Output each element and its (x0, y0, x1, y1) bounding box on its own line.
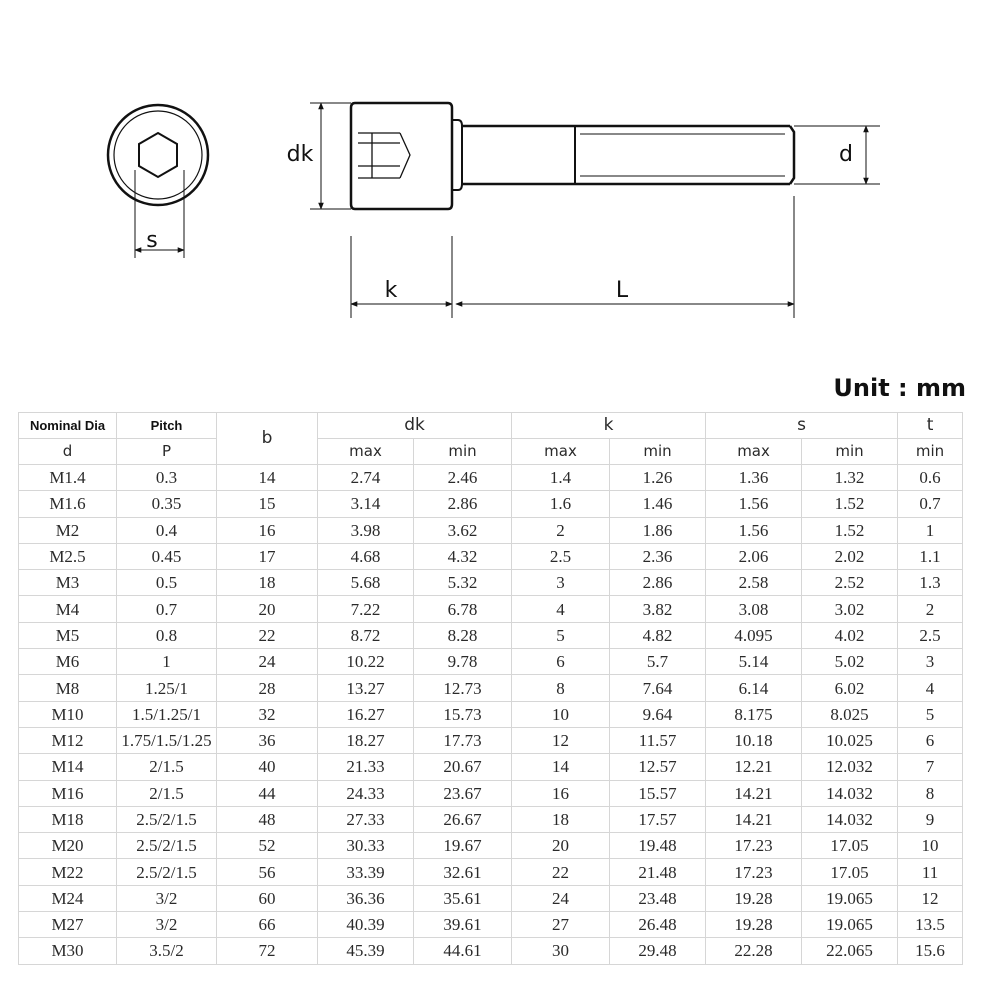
cell-k-max: 10 (512, 701, 610, 727)
cell-nominal-dia: M1.6 (19, 491, 117, 517)
cell-b: 14 (217, 465, 318, 491)
cell-k-max: 16 (512, 780, 610, 806)
table-row (19, 517, 963, 543)
cell-nominal-dia: M18 (19, 806, 117, 832)
cell-b: 16 (217, 517, 318, 543)
cell-t-min: 15.6 (898, 938, 963, 964)
cell-nominal-dia: M30 (19, 938, 117, 964)
table-row (19, 885, 963, 911)
cell-s-min: 1.52 (802, 491, 898, 517)
cell-t-min: 5 (898, 701, 963, 727)
cell-nominal-dia: M5 (19, 622, 117, 648)
cell-b: 66 (217, 912, 318, 938)
table-row (19, 938, 963, 964)
screw-side-view (351, 103, 794, 209)
cell-t-min: 10 (898, 833, 963, 859)
cell-k-max: 4 (512, 596, 610, 622)
cell-nominal-dia: M27 (19, 912, 117, 938)
table-row (19, 622, 963, 648)
cell-dk-min: 9.78 (414, 649, 512, 675)
cell-nominal-dia: M12 (19, 727, 117, 753)
cell-k-max: 14 (512, 754, 610, 780)
table-row (19, 543, 963, 569)
cell-k-max: 2 (512, 517, 610, 543)
cell-t-min: 0.6 (898, 465, 963, 491)
cell-s-max: 1.56 (706, 491, 802, 517)
cell-pitch: 1.75/1.5/1.25 (117, 727, 217, 753)
cell-dk-max: 27.33 (318, 806, 414, 832)
cell-t-min: 4 (898, 675, 963, 701)
table-row (19, 780, 963, 806)
table-row (19, 649, 963, 675)
unit-label: Unit : mm (833, 374, 966, 402)
cell-t-min: 11 (898, 859, 963, 885)
cell-nominal-dia: M24 (19, 885, 117, 911)
cell-pitch: 3/2 (117, 912, 217, 938)
cell-t-min: 1.3 (898, 570, 963, 596)
k-dimension-label: k (384, 278, 398, 303)
cell-dk-max: 24.33 (318, 780, 414, 806)
cell-k-max: 22 (512, 859, 610, 885)
cell-s-min: 6.02 (802, 675, 898, 701)
cell-pitch: 2/1.5 (117, 754, 217, 780)
cell-b: 72 (217, 938, 318, 964)
cell-t-min: 0.7 (898, 491, 963, 517)
cell-t-min: 6 (898, 727, 963, 753)
cell-t-min: 3 (898, 649, 963, 675)
cell-k-min: 1.46 (610, 491, 706, 517)
cell-s-max: 5.14 (706, 649, 802, 675)
cell-dk-min: 17.73 (414, 727, 512, 753)
cell-k-min: 3.82 (610, 596, 706, 622)
cell-k-min: 11.57 (610, 727, 706, 753)
cell-dk-min: 20.67 (414, 754, 512, 780)
cell-b: 28 (217, 675, 318, 701)
cell-t-min: 12 (898, 885, 963, 911)
cell-dk-max: 16.27 (318, 701, 414, 727)
cell-dk-max: 8.72 (318, 622, 414, 648)
cell-dk-max: 18.27 (318, 727, 414, 753)
cell-s-max: 3.08 (706, 596, 802, 622)
cell-k-max: 1.4 (512, 465, 610, 491)
cell-s-min: 17.05 (802, 833, 898, 859)
cell-b: 15 (217, 491, 318, 517)
cell-nominal-dia: M14 (19, 754, 117, 780)
cell-dk-min: 26.67 (414, 806, 512, 832)
cell-dk-max: 13.27 (318, 675, 414, 701)
cell-dk-max: 3.98 (318, 517, 414, 543)
table-body (19, 465, 963, 965)
cell-dk-max: 4.68 (318, 543, 414, 569)
cell-nominal-dia: M2 (19, 517, 117, 543)
head-end-view (108, 105, 208, 258)
cell-b: 52 (217, 833, 318, 859)
cell-k-min: 26.48 (610, 912, 706, 938)
cell-dk-max: 2.74 (318, 465, 414, 491)
cell-k-min: 1.86 (610, 517, 706, 543)
cell-pitch: 0.35 (117, 491, 217, 517)
cell-s-min: 3.02 (802, 596, 898, 622)
cell-dk-min: 39.61 (414, 912, 512, 938)
header-dk-min: min (414, 439, 512, 465)
cell-s-min: 1.32 (802, 465, 898, 491)
cell-s-max: 14.21 (706, 780, 802, 806)
cell-k-max: 3 (512, 570, 610, 596)
cell-s-max: 14.21 (706, 806, 802, 832)
cell-k-min: 17.57 (610, 806, 706, 832)
cell-dk-min: 23.67 (414, 780, 512, 806)
table-row (19, 754, 963, 780)
cell-dk-max: 10.22 (318, 649, 414, 675)
cell-t-min: 1.1 (898, 543, 963, 569)
cell-nominal-dia: M1.4 (19, 465, 117, 491)
cell-t-min: 8 (898, 780, 963, 806)
cell-pitch: 1.25/1 (117, 675, 217, 701)
table-row (19, 727, 963, 753)
cell-s-max: 2.58 (706, 570, 802, 596)
screw-technical-drawing (0, 0, 1000, 340)
cell-dk-max: 40.39 (318, 912, 414, 938)
s-dimension-label: s (146, 228, 158, 253)
cell-pitch: 3.5/2 (117, 938, 217, 964)
cell-dk-min: 8.28 (414, 622, 512, 648)
cell-t-min: 7 (898, 754, 963, 780)
cell-pitch: 0.8 (117, 622, 217, 648)
cell-nominal-dia: M8 (19, 675, 117, 701)
cell-dk-max: 5.68 (318, 570, 414, 596)
cell-t-min: 2.5 (898, 622, 963, 648)
cell-b: 20 (217, 596, 318, 622)
cell-k-min: 7.64 (610, 675, 706, 701)
cell-dk-max: 45.39 (318, 938, 414, 964)
header-s-max: max (706, 439, 802, 465)
cell-k-min: 15.57 (610, 780, 706, 806)
cell-k-max: 8 (512, 675, 610, 701)
cell-k-min: 29.48 (610, 938, 706, 964)
header-t: t (898, 413, 963, 439)
cell-dk-min: 12.73 (414, 675, 512, 701)
cell-s-max: 17.23 (706, 833, 802, 859)
cell-s-min: 14.032 (802, 806, 898, 832)
table-row (19, 675, 963, 701)
cell-pitch: 2.5/2/1.5 (117, 859, 217, 885)
cell-dk-max: 30.33 (318, 833, 414, 859)
table-row (19, 596, 963, 622)
cell-k-min: 23.48 (610, 885, 706, 911)
cell-pitch: 2.5/2/1.5 (117, 806, 217, 832)
cell-nominal-dia: M2.5 (19, 543, 117, 569)
cell-s-max: 12.21 (706, 754, 802, 780)
cell-dk-min: 35.61 (414, 885, 512, 911)
cell-t-min: 1 (898, 517, 963, 543)
cell-b: 40 (217, 754, 318, 780)
cell-s-max: 19.28 (706, 912, 802, 938)
cell-b: 17 (217, 543, 318, 569)
cell-s-min: 8.025 (802, 701, 898, 727)
cell-s-min: 2.52 (802, 570, 898, 596)
cell-dk-max: 21.33 (318, 754, 414, 780)
cell-k-max: 20 (512, 833, 610, 859)
cell-s-max: 6.14 (706, 675, 802, 701)
cell-k-max: 27 (512, 912, 610, 938)
cell-nominal-dia: M20 (19, 833, 117, 859)
cell-s-min: 19.065 (802, 885, 898, 911)
cell-dk-min: 32.61 (414, 859, 512, 885)
cell-pitch: 0.45 (117, 543, 217, 569)
cell-s-min: 4.02 (802, 622, 898, 648)
cell-b: 60 (217, 885, 318, 911)
cell-b: 36 (217, 727, 318, 753)
cell-dk-max: 36.36 (318, 885, 414, 911)
table-row (19, 859, 963, 885)
cell-pitch: 0.3 (117, 465, 217, 491)
cell-s-min: 10.025 (802, 727, 898, 753)
cell-dk-max: 3.14 (318, 491, 414, 517)
cell-t-min: 13.5 (898, 912, 963, 938)
d-dimension (794, 126, 880, 184)
header-k-min: min (610, 439, 706, 465)
cell-s-min: 17.05 (802, 859, 898, 885)
cell-k-max: 12 (512, 727, 610, 753)
table-row (19, 570, 963, 596)
cell-s-max: 22.28 (706, 938, 802, 964)
cell-nominal-dia: M16 (19, 780, 117, 806)
cell-b: 44 (217, 780, 318, 806)
cell-b: 24 (217, 649, 318, 675)
header-nominal-dia: Nominal Dia (19, 413, 117, 439)
cell-k-min: 19.48 (610, 833, 706, 859)
table-header-row (19, 413, 963, 439)
cell-pitch: 2/1.5 (117, 780, 217, 806)
cell-k-max: 18 (512, 806, 610, 832)
cell-b: 22 (217, 622, 318, 648)
cell-b: 18 (217, 570, 318, 596)
cell-k-min: 4.82 (610, 622, 706, 648)
cell-s-max: 10.18 (706, 727, 802, 753)
cell-s-min: 22.065 (802, 938, 898, 964)
cell-t-min: 2 (898, 596, 963, 622)
cell-k-max: 5 (512, 622, 610, 648)
cell-pitch: 2.5/2/1.5 (117, 833, 217, 859)
cell-nominal-dia: M4 (19, 596, 117, 622)
cell-dk-min: 19.67 (414, 833, 512, 859)
cell-k-min: 1.26 (610, 465, 706, 491)
header-k-max: max (512, 439, 610, 465)
cell-pitch: 3/2 (117, 885, 217, 911)
cell-s-min: 12.032 (802, 754, 898, 780)
cell-pitch: 1 (117, 649, 217, 675)
header-s-min: min (802, 439, 898, 465)
cell-dk-min: 44.61 (414, 938, 512, 964)
k-l-dimensions (351, 196, 794, 318)
cell-dk-min: 5.32 (414, 570, 512, 596)
cell-dk-min: 3.62 (414, 517, 512, 543)
cell-s-min: 5.02 (802, 649, 898, 675)
header-dk-max: max (318, 439, 414, 465)
cell-dk-min: 4.32 (414, 543, 512, 569)
cell-dk-min: 2.46 (414, 465, 512, 491)
header-s: s (706, 413, 898, 439)
cell-dk-min: 2.86 (414, 491, 512, 517)
screw-dimension-table (18, 412, 963, 965)
cell-pitch: 0.4 (117, 517, 217, 543)
cell-nominal-dia: M3 (19, 570, 117, 596)
cell-pitch: 0.5 (117, 570, 217, 596)
cell-k-max: 2.5 (512, 543, 610, 569)
cell-nominal-dia: M22 (19, 859, 117, 885)
l-dimension-label: L (615, 278, 629, 303)
header-nominal-d: d (19, 439, 117, 465)
cell-s-max: 17.23 (706, 859, 802, 885)
d-dimension-label: d (839, 142, 853, 167)
cell-nominal-dia: M10 (19, 701, 117, 727)
cell-k-min: 12.57 (610, 754, 706, 780)
cell-s-max: 1.36 (706, 465, 802, 491)
cell-dk-max: 7.22 (318, 596, 414, 622)
header-t-min: min (898, 439, 963, 465)
cell-k-min: 21.48 (610, 859, 706, 885)
header-b: b (217, 413, 318, 465)
cell-k-max: 24 (512, 885, 610, 911)
cell-k-max: 30 (512, 938, 610, 964)
table-row (19, 701, 963, 727)
cell-b: 32 (217, 701, 318, 727)
cell-b: 56 (217, 859, 318, 885)
table-row (19, 465, 963, 491)
table-row (19, 833, 963, 859)
cell-t-min: 9 (898, 806, 963, 832)
cell-k-max: 1.6 (512, 491, 610, 517)
cell-s-min: 14.032 (802, 780, 898, 806)
cell-s-min: 1.52 (802, 517, 898, 543)
cell-dk-min: 6.78 (414, 596, 512, 622)
table-row (19, 806, 963, 832)
cell-pitch: 0.7 (117, 596, 217, 622)
header-pitch: Pitch (117, 413, 217, 439)
dk-dimension-label: dk (286, 142, 314, 167)
table-row (19, 491, 963, 517)
cell-k-min: 5.7 (610, 649, 706, 675)
cell-dk-min: 15.73 (414, 701, 512, 727)
cell-s-max: 1.56 (706, 517, 802, 543)
cell-s-max: 19.28 (706, 885, 802, 911)
cell-k-max: 6 (512, 649, 610, 675)
cell-b: 48 (217, 806, 318, 832)
cell-k-min: 2.86 (610, 570, 706, 596)
header-dk: dk (318, 413, 512, 439)
dk-dimension (310, 103, 351, 209)
cell-dk-max: 33.39 (318, 859, 414, 885)
cell-nominal-dia: M6 (19, 649, 117, 675)
cell-s-max: 2.06 (706, 543, 802, 569)
cell-s-max: 8.175 (706, 701, 802, 727)
table-subheader-row (19, 439, 963, 465)
cell-k-min: 9.64 (610, 701, 706, 727)
cell-k-min: 2.36 (610, 543, 706, 569)
cell-s-min: 2.02 (802, 543, 898, 569)
cell-pitch: 1.5/1.25/1 (117, 701, 217, 727)
cell-s-max: 4.095 (706, 622, 802, 648)
header-pitch-p: P (117, 439, 217, 465)
table-row (19, 912, 963, 938)
cell-s-min: 19.065 (802, 912, 898, 938)
header-k: k (512, 413, 706, 439)
